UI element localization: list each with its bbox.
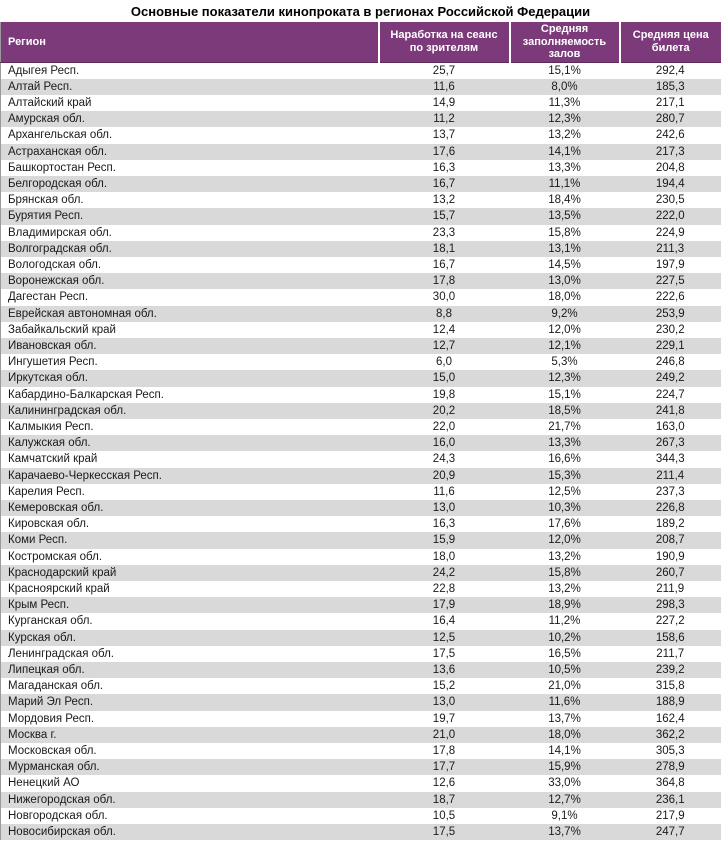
cell-viewers-per-session: 20,9 — [379, 468, 510, 484]
table-row — [1, 160, 721, 176]
cell-region: Волгоградская обл. — [1, 241, 379, 257]
cell-hall-occupancy: 18,4% — [548, 194, 581, 207]
cell-viewers-per-session: 16,7 — [379, 176, 510, 192]
cell-region: Липецкая обл. — [1, 662, 379, 678]
table-row — [1, 62, 721, 79]
cell-region: Москва г. — [1, 727, 379, 743]
cell-region: Магаданская обл. — [8, 680, 104, 693]
cell-region: Забайкальский край — [8, 323, 116, 336]
cell-viewers-per-session: 24,2 — [379, 565, 510, 581]
cell-viewers-per-session: 22,8 — [432, 583, 456, 595]
cell-viewers-per-session: 23,3 — [432, 226, 456, 239]
table-row — [1, 322, 721, 338]
cell-region: Мордовия Респ. — [8, 712, 95, 725]
cell-ticket-price: 163,0 — [655, 420, 685, 433]
table-row — [1, 370, 721, 386]
table-row — [1, 824, 721, 840]
cell-ticket-price: 239,2 — [620, 662, 721, 678]
cell-viewers-per-session: 25,7 — [432, 64, 456, 77]
cell-hall-occupancy: 12,3% — [510, 370, 620, 386]
table-row — [1, 613, 721, 629]
cell-hall-occupancy: 12,0% — [510, 532, 620, 548]
table-row — [1, 289, 721, 305]
cell-ticket-price: 267,3 — [620, 435, 721, 451]
cell-region: Ингушетия Респ. — [8, 356, 98, 369]
cell-viewers-per-session: 15,9 — [379, 532, 510, 548]
cell-viewers-per-session: 16,4 — [432, 615, 456, 628]
cell-ticket-price: 298,3 — [620, 597, 721, 613]
table-row — [1, 484, 721, 500]
cell-viewers-per-session: 12,7 — [379, 338, 510, 354]
cell-ticket-price: 226,8 — [620, 500, 721, 516]
table-row — [1, 95, 721, 111]
table-row — [1, 419, 721, 435]
cell-hall-occupancy: 13,1% — [510, 241, 620, 257]
cell-hall-occupancy: 9,1% — [551, 809, 578, 822]
table-row — [1, 808, 721, 824]
cell-hall-occupancy: 14,5% — [548, 258, 581, 271]
cell-ticket-price: 247,7 — [620, 824, 721, 840]
cell-region: Камчатский край — [8, 453, 98, 466]
cell-region: Алтай Респ. — [1, 79, 379, 95]
cell-viewers-per-session: 24,3 — [432, 453, 456, 466]
table-row — [1, 694, 721, 710]
table-row — [1, 468, 721, 484]
table-row — [1, 792, 721, 808]
cell-ticket-price: 188,9 — [620, 694, 721, 710]
cell-region: Астраханская обл. — [1, 144, 379, 160]
cell-ticket-price: 211,7 — [656, 647, 685, 660]
cell-viewers-per-session: 13,0 — [379, 694, 510, 710]
cell-hall-occupancy: 5,3% — [551, 356, 578, 369]
cell-region: Ленинградская обл. — [8, 647, 114, 660]
cell-viewers-per-session: 13,7 — [432, 129, 456, 142]
cell-hall-occupancy: 18,0% — [548, 291, 581, 304]
cell-ticket-price: 211,9 — [656, 583, 685, 595]
cell-ticket-price: 189,2 — [655, 518, 685, 531]
table-row — [1, 127, 721, 143]
cell-viewers-per-session: 15,7 — [379, 208, 510, 224]
cell-ticket-price: 197,9 — [655, 258, 685, 271]
cell-region: Крым Респ. — [1, 597, 379, 613]
cell-viewers-per-session: 12,6 — [432, 777, 456, 790]
cell-region: Кемеровская обл. — [1, 500, 379, 516]
cell-ticket-price: 246,8 — [655, 356, 685, 369]
table-row — [1, 176, 721, 192]
cell-region: Костромская обл. — [8, 550, 103, 563]
table-row — [1, 306, 721, 322]
cell-hall-occupancy: 11,6% — [510, 694, 620, 710]
cell-hall-occupancy: 16,5% — [548, 647, 581, 660]
table-row — [1, 759, 721, 775]
cell-ticket-price: 237,3 — [655, 485, 685, 498]
table-row — [1, 451, 721, 467]
cell-hall-occupancy: 11,3% — [548, 96, 581, 109]
cell-viewers-per-session: 19,8 — [432, 388, 456, 401]
cell-hall-occupancy: 33,0% — [548, 777, 581, 790]
cell-viewers-per-session: 22,0 — [432, 420, 456, 433]
cell-viewers-per-session: 10,5 — [432, 809, 456, 822]
cell-hall-occupancy: 11,2% — [548, 615, 581, 628]
table-row — [1, 581, 721, 597]
cell-viewers-per-session: 21,0 — [379, 727, 510, 743]
cell-region: Нижегородская обл. — [1, 792, 379, 808]
cell-hall-occupancy: 21,7% — [548, 420, 581, 433]
table-row — [1, 354, 721, 370]
column-header-viewers-per-session: Наработка на сеанс по зрителям — [379, 22, 510, 62]
cell-region: Ненецкий АО — [8, 777, 80, 790]
table-row — [1, 225, 721, 241]
cell-ticket-price: 217,1 — [655, 96, 685, 109]
cell-hall-occupancy: 13,7% — [548, 712, 581, 725]
table-row — [1, 711, 721, 727]
cell-hall-occupancy: 12,3% — [510, 111, 620, 127]
table-row — [1, 597, 721, 613]
cell-hall-occupancy: 16,6% — [548, 453, 581, 466]
table-row — [1, 387, 721, 403]
cell-hall-occupancy: 15,3% — [510, 468, 620, 484]
cell-ticket-price: 162,4 — [655, 712, 685, 725]
cell-hall-occupancy: 13,2% — [548, 129, 581, 142]
cell-hall-occupancy: 11,1% — [510, 176, 620, 192]
cell-region: Карелия Респ. — [8, 485, 85, 498]
cell-viewers-per-session: 17,5 — [432, 647, 456, 660]
cell-ticket-price: 241,8 — [620, 403, 721, 419]
cell-ticket-price: 224,7 — [655, 388, 685, 401]
cell-ticket-price: 190,9 — [655, 550, 685, 563]
cell-ticket-price: 217,3 — [620, 144, 721, 160]
cell-region: Башкортостан Респ. — [8, 161, 116, 174]
cell-hall-occupancy: 14,1% — [548, 745, 581, 758]
cell-ticket-price: 185,3 — [620, 79, 721, 95]
table-row — [1, 565, 721, 581]
cell-ticket-price: 224,9 — [655, 226, 685, 239]
cell-ticket-price: 211,4 — [620, 468, 721, 484]
cell-ticket-price: 194,4 — [620, 176, 721, 192]
cell-region: Кировская обл. — [8, 518, 90, 531]
table-row — [1, 549, 721, 565]
cell-ticket-price: 249,2 — [620, 370, 721, 386]
cell-ticket-price: 260,7 — [620, 565, 721, 581]
cell-ticket-price: 222,0 — [620, 208, 721, 224]
cell-viewers-per-session: 13,2 — [432, 194, 456, 207]
cell-hall-occupancy: 15,1% — [548, 64, 581, 77]
cell-ticket-price: 211,3 — [620, 241, 721, 257]
cell-ticket-price: 236,1 — [620, 792, 721, 808]
table-row — [1, 403, 721, 419]
cell-region: Мурманская обл. — [1, 759, 379, 775]
cell-ticket-price: 217,9 — [655, 809, 685, 822]
table-row — [1, 79, 721, 95]
cell-ticket-price: 292,4 — [655, 64, 685, 77]
cell-region: Курганская обл. — [8, 615, 93, 628]
cell-viewers-per-session: 17,6 — [379, 144, 510, 160]
cell-hall-occupancy: 12,7% — [510, 792, 620, 808]
cell-ticket-price: 305,3 — [655, 745, 685, 758]
cell-ticket-price: 227,2 — [655, 615, 685, 628]
cell-hall-occupancy: 15,8% — [510, 565, 620, 581]
cell-region: Воронежская обл. — [1, 273, 379, 289]
table-row — [1, 500, 721, 516]
cell-ticket-price: 315,8 — [655, 680, 685, 693]
cell-hall-occupancy: 13,7% — [510, 824, 620, 840]
cell-viewers-per-session: 11,2 — [379, 111, 510, 127]
cell-viewers-per-session: 6,0 — [436, 356, 452, 369]
table-row — [1, 273, 721, 289]
cell-viewers-per-session: 16,0 — [379, 435, 510, 451]
cell-viewers-per-session: 12,4 — [432, 323, 456, 336]
cell-hall-occupancy: 17,6% — [548, 518, 581, 531]
cell-region: Иркутская обл. — [1, 370, 379, 386]
cell-ticket-price: 204,8 — [655, 161, 685, 174]
cell-ticket-price: 344,3 — [655, 453, 685, 466]
cell-ticket-price: 227,5 — [620, 273, 721, 289]
cell-viewers-per-session: 14,9 — [432, 96, 456, 109]
cell-ticket-price: 362,2 — [620, 727, 721, 743]
cell-region: Калмыкия Респ. — [8, 420, 94, 433]
cell-viewers-per-session: 17,8 — [379, 273, 510, 289]
cell-viewers-per-session: 15,0 — [379, 370, 510, 386]
cell-viewers-per-session: 17,5 — [379, 824, 510, 840]
cell-hall-occupancy: 13,3% — [510, 435, 620, 451]
cell-hall-occupancy: 14,1% — [510, 144, 620, 160]
table-row — [1, 241, 721, 257]
cell-viewers-per-session: 13,0 — [379, 500, 510, 516]
cell-ticket-price: 278,9 — [620, 759, 721, 775]
cell-region: Дагестан Респ. — [8, 291, 89, 304]
cell-hall-occupancy: 15,8% — [548, 226, 581, 239]
cell-viewers-per-session: 16,3 — [432, 518, 456, 531]
table-row — [1, 144, 721, 160]
cell-viewers-per-session: 19,7 — [432, 712, 456, 725]
cell-viewers-per-session: 20,2 — [379, 403, 510, 419]
cell-viewers-per-session: 17,9 — [379, 597, 510, 613]
cell-region: Краснодарский край — [1, 565, 379, 581]
cell-hall-occupancy: 15,1% — [548, 388, 581, 401]
cell-viewers-per-session: 15,2 — [432, 680, 456, 693]
cell-region: Бурятия Респ. — [1, 208, 379, 224]
table-row — [1, 630, 721, 646]
table-body — [1, 62, 721, 840]
cell-viewers-per-session: 12,5 — [379, 630, 510, 646]
cell-ticket-price: 280,7 — [620, 111, 721, 127]
cell-hall-occupancy: 18,5% — [510, 403, 620, 419]
cell-region: Ивановская обл. — [1, 338, 379, 354]
cell-region: Калининградская обл. — [1, 403, 379, 419]
cell-viewers-per-session: 18,1 — [379, 241, 510, 257]
cell-ticket-price: 230,2 — [655, 323, 685, 336]
cell-region: Марий Эл Респ. — [1, 694, 379, 710]
cell-region: Калужская обл. — [1, 435, 379, 451]
cell-region: Карачаево-Черкесская Респ. — [1, 468, 379, 484]
cell-region: Амурская обл. — [1, 111, 379, 127]
table-row — [1, 192, 721, 208]
header-row — [1, 22, 721, 62]
cell-ticket-price: 242,6 — [655, 129, 685, 142]
table-header — [1, 22, 721, 62]
table-row — [1, 435, 721, 451]
cell-hall-occupancy: 10,2% — [510, 630, 620, 646]
cell-hall-occupancy: 13,2% — [548, 550, 581, 563]
table-row — [1, 775, 721, 791]
cell-region: Архангельская обл. — [8, 129, 113, 142]
cell-viewers-per-session: 18,7 — [379, 792, 510, 808]
cell-ticket-price: 158,6 — [620, 630, 721, 646]
cell-ticket-price: 208,7 — [620, 532, 721, 548]
cell-viewers-per-session: 11,6 — [379, 79, 510, 95]
table-row — [1, 662, 721, 678]
cell-hall-occupancy: 13,5% — [510, 208, 620, 224]
cell-region: Адыгея Респ. — [8, 64, 80, 77]
cell-viewers-per-session: 11,6 — [433, 485, 455, 498]
cell-hall-occupancy: 21,0% — [548, 680, 581, 693]
table-row — [1, 646, 721, 662]
cell-ticket-price: 230,5 — [655, 194, 685, 207]
column-header-hall-occupancy: Средняя заполняемость залов — [510, 22, 620, 62]
cell-ticket-price: 222,6 — [655, 291, 685, 304]
cell-viewers-per-session: 17,8 — [432, 745, 456, 758]
table-row — [1, 111, 721, 127]
cell-hall-occupancy: 15,9% — [510, 759, 620, 775]
cell-viewers-per-session: 13,6 — [379, 662, 510, 678]
cell-region: Вологодская обл. — [8, 258, 102, 271]
cell-region: Новосибирская обл. — [1, 824, 379, 840]
cell-region: Брянская обл. — [8, 194, 84, 207]
cell-region: Еврейская автономная обл. — [1, 306, 379, 322]
cell-region: Московская обл. — [8, 745, 97, 758]
table-row — [1, 338, 721, 354]
cell-region: Красноярский край — [8, 583, 110, 595]
regions-table — [0, 22, 721, 840]
cell-hall-occupancy: 12,0% — [548, 323, 581, 336]
column-header-ticket-price: Средняя цена билета — [620, 22, 721, 62]
cell-hall-occupancy: 9,2% — [510, 306, 620, 322]
cell-ticket-price: 253,9 — [620, 306, 721, 322]
cell-viewers-per-session: 8,8 — [379, 306, 510, 322]
cell-viewers-per-session: 16,3 — [432, 161, 456, 174]
table-row — [1, 208, 721, 224]
table-row — [1, 743, 721, 759]
cell-viewers-per-session: 17,7 — [379, 759, 510, 775]
table-row — [1, 257, 721, 273]
cell-hall-occupancy: 18,9% — [510, 597, 620, 613]
column-header-region: Регион — [1, 22, 379, 62]
cell-region: Белгородская обл. — [1, 176, 379, 192]
cell-hall-occupancy: 12,5% — [548, 485, 581, 498]
cell-hall-occupancy: 10,5% — [510, 662, 620, 678]
cell-viewers-per-session: 16,7 — [432, 258, 456, 271]
cell-region: Новгородская обл. — [8, 809, 108, 822]
cell-region: Алтайский край — [8, 96, 92, 109]
cell-hall-occupancy: 10,3% — [510, 500, 620, 516]
cell-ticket-price: 229,1 — [620, 338, 721, 354]
cell-region: Курская обл. — [1, 630, 379, 646]
cell-hall-occupancy: 13,0% — [510, 273, 620, 289]
table-row — [1, 516, 721, 532]
cell-viewers-per-session: 30,0 — [432, 291, 456, 304]
cell-ticket-price: 364,8 — [655, 777, 685, 790]
cell-hall-occupancy: 8,0% — [510, 79, 620, 95]
cell-hall-occupancy: 18,0% — [510, 727, 620, 743]
cell-viewers-per-session: 18,0 — [432, 550, 456, 563]
cell-region: Кабардино-Балкарская Респ. — [8, 388, 164, 401]
table-row — [1, 678, 721, 694]
cell-region: Владимирская обл. — [8, 226, 112, 239]
table-row — [1, 727, 721, 743]
table-title: Основные показатели кинопроката в регионах Российской Федерации — [130, 4, 591, 19]
cell-hall-occupancy: 13,2% — [548, 583, 581, 595]
cell-region: Коми Респ. — [1, 532, 379, 548]
table-row — [1, 532, 721, 548]
cell-hall-occupancy: 13,3% — [548, 161, 581, 174]
cell-hall-occupancy: 12,1% — [510, 338, 620, 354]
